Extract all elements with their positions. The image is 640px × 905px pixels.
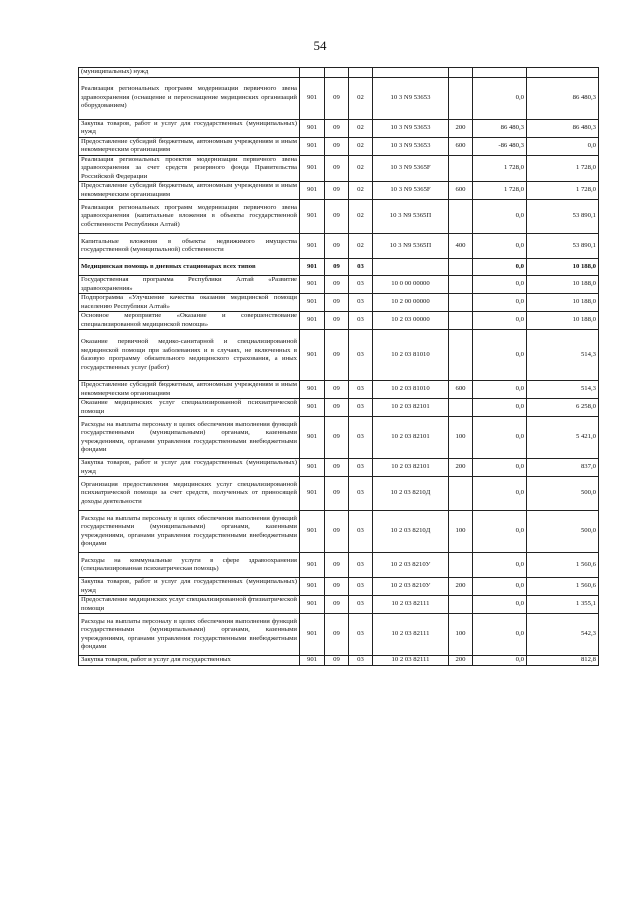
target-article-code: 10 2 03 82101 (373, 417, 449, 459)
expense-type-code: 100 (449, 614, 473, 656)
change-amount: 0,0 (473, 417, 527, 459)
target-article-code: 10 3 N9 53653 (373, 77, 449, 119)
admin-code: 901 (300, 399, 325, 417)
admin-code: 901 (300, 614, 325, 656)
admin-code: 901 (300, 656, 325, 666)
subsection-code: 03 (349, 330, 373, 381)
section-code: 09 (325, 553, 349, 578)
budget-table (78, 67, 599, 666)
target-article-code: 10 2 00 00000 (373, 294, 449, 312)
row-name: Основное мероприятие «Оказание и совершенствование специализированной медицинской помощи» (79, 312, 300, 330)
row-name: Реализация региональных проектов модернизации первичного звена здравоохранения за счет средств резервного фонда Правительства Российской Федерации (79, 155, 300, 182)
target-article-code: 10 2 03 8210У (373, 553, 449, 578)
total-amount: 1 355,1 (527, 596, 599, 614)
row-name: Государственная программа Республики Алтай «Развитие здравоохранения» (79, 276, 300, 294)
table-row (79, 459, 599, 477)
row-name: Оказание первичной медико-санитарной и специализированной медицинской помощи при заболеваниях и в случаях, не включенных в базовую программу обязательного медицинского страхования, а иных государственных услуг (работ) (79, 330, 300, 381)
total-amount: 1 728,0 (527, 182, 599, 200)
section-code: 09 (325, 294, 349, 312)
subsection-code: 03 (349, 477, 373, 511)
section-code: 09 (325, 511, 349, 553)
section-code: 09 (325, 477, 349, 511)
row-name: Закупка товаров, работ и услуг для государственных (муниципальных) нужд (79, 119, 300, 137)
expense-type-code: 600 (449, 381, 473, 399)
section-code: 09 (325, 312, 349, 330)
row-name: Предоставление субсидий бюджетным, автономным учреждениям и иным некоммерческим организациям (79, 137, 300, 155)
total-amount (527, 68, 599, 78)
subsection-code (349, 68, 373, 78)
total-amount: 500,0 (527, 477, 599, 511)
expense-type-code: 200 (449, 578, 473, 596)
total-amount: 10 188,0 (527, 276, 599, 294)
expense-type-code: 200 (449, 119, 473, 137)
expense-type-code: 400 (449, 234, 473, 259)
table-row (79, 330, 599, 381)
row-name: Капитальные вложения в объекты недвижимого имущества государственной (муниципальной) собственности (79, 234, 300, 259)
admin-code: 901 (300, 259, 325, 276)
subsection-code: 03 (349, 312, 373, 330)
expense-type-code (449, 294, 473, 312)
row-name: Расходы на выплаты персоналу в целях обеспечения выполнения функций государственными (муниципальными) органами, казенными учреждениями, органами управления государственными внебюджетными фондами (79, 417, 300, 459)
change-amount: 0,0 (473, 381, 527, 399)
table-row (79, 137, 599, 155)
total-amount: 812,8 (527, 656, 599, 666)
table-row (79, 578, 599, 596)
table-row (79, 381, 599, 399)
subsection-code: 03 (349, 381, 373, 399)
target-article-code (373, 259, 449, 276)
admin-code: 901 (300, 381, 325, 399)
subsection-code: 02 (349, 137, 373, 155)
change-amount: 0,0 (473, 614, 527, 656)
table-row (79, 77, 599, 119)
total-amount: 0,0 (527, 137, 599, 155)
total-amount: 5 421,0 (527, 417, 599, 459)
subsection-code: 03 (349, 578, 373, 596)
section-code: 09 (325, 381, 349, 399)
expense-type-code (449, 399, 473, 417)
total-amount: 86 480,3 (527, 77, 599, 119)
admin-code: 901 (300, 312, 325, 330)
total-amount: 53 890,1 (527, 200, 599, 234)
target-article-code: 10 2 03 8210Д (373, 477, 449, 511)
subsection-code: 02 (349, 77, 373, 119)
admin-code (300, 68, 325, 78)
row-name: Расходы на выплаты персоналу в целях обеспечения выполнения функций государственными (муниципальными) органами, казенными учреждениями, органами управления государственными внебюджетными фондами (79, 511, 300, 553)
target-article-code: 10 3 N9 53653 (373, 137, 449, 155)
admin-code: 901 (300, 417, 325, 459)
section-code: 09 (325, 578, 349, 596)
total-amount: 6 258,0 (527, 399, 599, 417)
expense-type-code (449, 330, 473, 381)
admin-code: 901 (300, 459, 325, 477)
admin-code: 901 (300, 182, 325, 200)
table-row (79, 155, 599, 182)
subsection-code: 03 (349, 614, 373, 656)
target-article-code: 10 3 N9 5365F (373, 182, 449, 200)
table-row (79, 596, 599, 614)
admin-code: 901 (300, 119, 325, 137)
target-article-code (373, 68, 449, 78)
table-row (79, 182, 599, 200)
expense-type-code: 200 (449, 459, 473, 477)
total-amount: 10 188,0 (527, 259, 599, 276)
target-article-code: 10 2 03 00000 (373, 312, 449, 330)
target-article-code: 10 2 03 81010 (373, 381, 449, 399)
section-code: 09 (325, 614, 349, 656)
target-article-code: 10 3 N9 53653 (373, 119, 449, 137)
admin-code: 901 (300, 276, 325, 294)
subsection-code: 03 (349, 596, 373, 614)
target-article-code: 10 3 N9 5365F (373, 155, 449, 182)
row-name: Реализация региональных программ модернизации первичного звена здравоохранения (оснащение и переоснащение медицинских организаций оборудованием) (79, 77, 300, 119)
table-row (79, 312, 599, 330)
subsection-code: 03 (349, 276, 373, 294)
table-row (79, 511, 599, 553)
subsection-code: 02 (349, 155, 373, 182)
admin-code: 901 (300, 553, 325, 578)
subsection-code: 03 (349, 294, 373, 312)
section-code: 09 (325, 155, 349, 182)
change-amount: 1 728,0 (473, 182, 527, 200)
expense-type-code (449, 259, 473, 276)
section-code: 09 (325, 234, 349, 259)
expense-type-code: 100 (449, 417, 473, 459)
total-amount: 1 560,6 (527, 553, 599, 578)
expense-type-code (449, 68, 473, 78)
change-amount: 0,0 (473, 656, 527, 666)
total-amount: 1 560,6 (527, 578, 599, 596)
section-code: 09 (325, 596, 349, 614)
table-row (79, 276, 599, 294)
table-row (79, 399, 599, 417)
total-amount: 10 188,0 (527, 294, 599, 312)
subsection-code: 02 (349, 119, 373, 137)
change-amount: 0,0 (473, 200, 527, 234)
row-name: Медицинская помощь в дневных стационарах всех типов (79, 259, 300, 276)
expense-type-code (449, 276, 473, 294)
row-name: Оказание медицинских услуг специализированной психиатрической помощи (79, 399, 300, 417)
subsection-code: 03 (349, 459, 373, 477)
total-amount: 837,0 (527, 459, 599, 477)
change-amount: 0,0 (473, 399, 527, 417)
expense-type-code: 600 (449, 182, 473, 200)
row-name: Реализация региональных программ модернизации первичного звена здравоохранения (капитальные вложения в объекты государственной собственности Республики Алтай) (79, 200, 300, 234)
expense-type-code (449, 596, 473, 614)
target-article-code: 10 3 N9 5365П (373, 234, 449, 259)
table-row (79, 656, 599, 666)
row-name: Организация предоставления медицинских услуг специализированной психиатрической помощи за счет средств, полученных от приносящей доходы деятельности (79, 477, 300, 511)
table-row (79, 68, 599, 78)
total-amount: 500,0 (527, 511, 599, 553)
expense-type-code (449, 477, 473, 511)
change-amount: 0,0 (473, 578, 527, 596)
total-amount: 53 890,1 (527, 234, 599, 259)
section-code: 09 (325, 119, 349, 137)
target-article-code: 10 2 03 82101 (373, 399, 449, 417)
table-row (79, 614, 599, 656)
subsection-code: 03 (349, 553, 373, 578)
expense-type-code: 200 (449, 656, 473, 666)
section-code: 09 (325, 77, 349, 119)
change-amount: 0,0 (473, 596, 527, 614)
target-article-code: 10 0 00 00000 (373, 276, 449, 294)
section-code: 09 (325, 182, 349, 200)
target-article-code: 10 2 03 8210Д (373, 511, 449, 553)
row-name: Закупка товаров, работ и услуг для государственных (79, 656, 300, 666)
subsection-code: 03 (349, 417, 373, 459)
target-article-code: 10 2 03 82111 (373, 656, 449, 666)
table-body (79, 68, 599, 666)
admin-code: 901 (300, 77, 325, 119)
total-amount: 10 188,0 (527, 312, 599, 330)
row-name: Расходы на выплаты персоналу в целях обеспечения выполнения функций государственными (муниципальными) органами, казенными учреждениями, органами управления государственными внебюджетными фондами (79, 614, 300, 656)
change-amount: 86 480,3 (473, 119, 527, 137)
expense-type-code (449, 155, 473, 182)
total-amount: 542,3 (527, 614, 599, 656)
expense-type-code (449, 200, 473, 234)
row-name: Подпрограмма «Улучшение качества оказания медицинской помощи населению Республики Алтай» (79, 294, 300, 312)
admin-code: 901 (300, 477, 325, 511)
subsection-code: 02 (349, 234, 373, 259)
subsection-code: 03 (349, 511, 373, 553)
subsection-code: 02 (349, 200, 373, 234)
table-row (79, 294, 599, 312)
section-code: 09 (325, 276, 349, 294)
expense-type-code (449, 77, 473, 119)
table-row (79, 234, 599, 259)
section-code: 09 (325, 330, 349, 381)
expense-type-code (449, 553, 473, 578)
change-amount: 0,0 (473, 234, 527, 259)
change-amount: 0,0 (473, 276, 527, 294)
expense-type-code (449, 312, 473, 330)
admin-code: 901 (300, 155, 325, 182)
section-code: 09 (325, 459, 349, 477)
change-amount: -86 480,3 (473, 137, 527, 155)
change-amount: 0,0 (473, 312, 527, 330)
section-code: 09 (325, 417, 349, 459)
admin-code: 901 (300, 137, 325, 155)
target-article-code: 10 3 N9 5365П (373, 200, 449, 234)
admin-code: 901 (300, 578, 325, 596)
subsection-code: 02 (349, 182, 373, 200)
table-row (79, 200, 599, 234)
row-name: (муниципальных) нужд (79, 68, 300, 78)
total-amount: 514,3 (527, 330, 599, 381)
table-row (79, 119, 599, 137)
subsection-code: 03 (349, 399, 373, 417)
section-code: 09 (325, 399, 349, 417)
admin-code: 901 (300, 596, 325, 614)
table-row (79, 259, 599, 276)
page-number: 54 (313, 38, 327, 53)
admin-code: 901 (300, 200, 325, 234)
admin-code: 901 (300, 511, 325, 553)
row-name: Закупка товаров, работ и услуг для государственных (муниципальных) нужд (79, 459, 300, 477)
section-code (325, 68, 349, 78)
expense-type-code: 600 (449, 137, 473, 155)
admin-code: 901 (300, 234, 325, 259)
total-amount: 1 728,0 (527, 155, 599, 182)
table-row (79, 553, 599, 578)
target-article-code: 10 2 03 82111 (373, 614, 449, 656)
total-amount: 514,3 (527, 381, 599, 399)
table-row (79, 477, 599, 511)
change-amount (473, 68, 527, 78)
change-amount: 0,0 (473, 477, 527, 511)
subsection-code: 03 (349, 656, 373, 666)
row-name: Закупка товаров, работ и услуг для государственных (муниципальных) нужд (79, 578, 300, 596)
target-article-code: 10 2 03 82101 (373, 459, 449, 477)
change-amount: 0,0 (473, 77, 527, 119)
total-amount: 86 480,3 (527, 119, 599, 137)
change-amount: 0,0 (473, 553, 527, 578)
change-amount: 0,0 (473, 459, 527, 477)
change-amount: 0,0 (473, 511, 527, 553)
expense-type-code: 100 (449, 511, 473, 553)
subsection-code: 03 (349, 259, 373, 276)
target-article-code: 10 2 03 81010 (373, 330, 449, 381)
admin-code: 901 (300, 294, 325, 312)
row-name: Предоставление субсидий бюджетным, автономным учреждениям и иным некоммерческим организациям (79, 381, 300, 399)
change-amount: 0,0 (473, 259, 527, 276)
change-amount: 0,0 (473, 330, 527, 381)
section-code: 09 (325, 137, 349, 155)
section-code: 09 (325, 259, 349, 276)
section-code: 09 (325, 200, 349, 234)
target-article-code: 10 2 03 8210У (373, 578, 449, 596)
target-article-code: 10 2 03 82111 (373, 596, 449, 614)
row-name: Предоставление субсидий бюджетным, автономным учреждениям и иным некоммерческим организациям (79, 182, 300, 200)
table-row (79, 417, 599, 459)
row-name: Предоставление медицинских услуг специализированной фтизиатрической помощи (79, 596, 300, 614)
admin-code: 901 (300, 330, 325, 381)
row-name: Расходы на коммунальные услуги в сфере здравоохранения (специализированная психиатрическая помощь) (79, 553, 300, 578)
section-code: 09 (325, 656, 349, 666)
change-amount: 0,0 (473, 294, 527, 312)
change-amount: 1 728,0 (473, 155, 527, 182)
